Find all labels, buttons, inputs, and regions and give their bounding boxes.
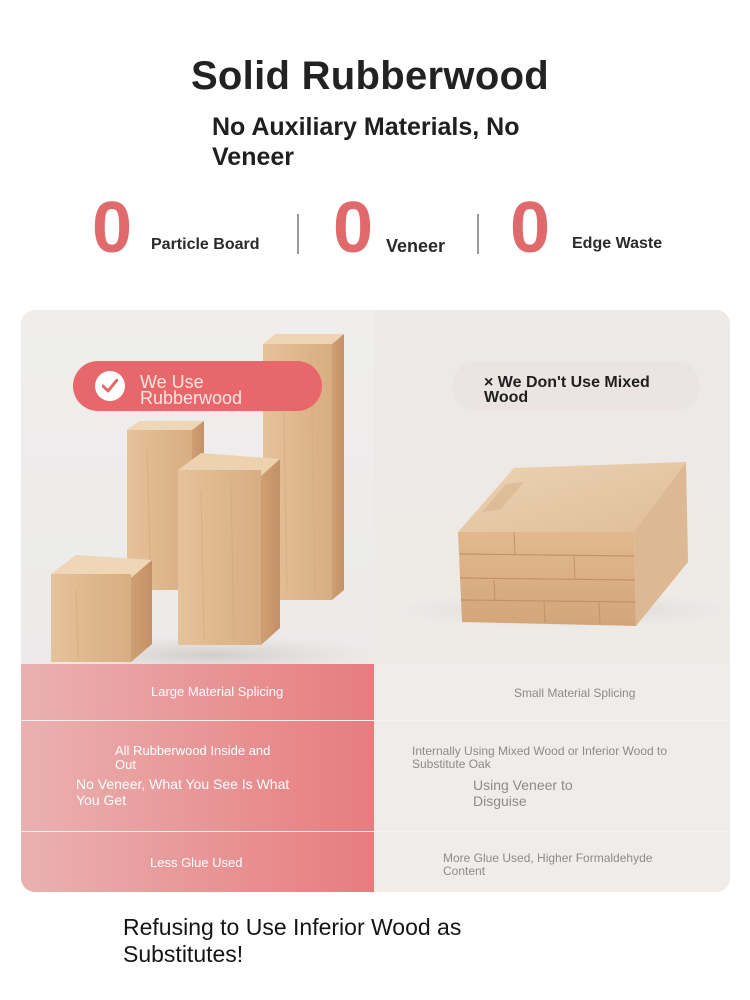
check-icon	[95, 371, 125, 401]
comparison-cell-left	[21, 721, 374, 831]
zero-veneer-value: 0	[333, 188, 374, 268]
right-cell-text: Small Material Splicing	[514, 686, 636, 700]
zero-edge-waste-label: Edge Waste	[572, 235, 663, 252]
left-cell-text: Large Material Splicing	[151, 684, 284, 699]
zero-particle-board-value: 0	[92, 188, 133, 268]
right-cell-text: More Glue Used, Higher Formaldehyde Content	[443, 851, 653, 878]
footer-slogan: Refusing to Use Inferior Wood as Substitutes!	[123, 914, 462, 967]
zero-particle-board-label: Particle Board	[151, 236, 260, 253]
comparison-row	[21, 664, 730, 720]
we-dont-use-mixed-wood-badge	[452, 361, 700, 411]
page-subtitle: No Auxiliary Materials, No Veneer	[212, 113, 520, 171]
right-cell-text: Using Veneer to Disguise	[473, 777, 573, 809]
comparison-cell-left	[21, 664, 374, 720]
right-cell-text: Internally Using Mixed Wood or Inferior Wood to Substitute Oak	[412, 744, 668, 771]
comparison-cell-right	[375, 832, 730, 892]
comparison-cell-right	[375, 721, 730, 831]
comparison-cell-right	[375, 664, 730, 720]
stat-divider	[297, 214, 299, 254]
we-use-rubberwood-label: We Use Rubberwood	[140, 372, 243, 408]
stat-divider	[477, 214, 479, 254]
page-title: Solid Rubberwood	[190, 54, 550, 98]
zero-edge-waste-value: 0	[510, 188, 551, 268]
we-use-rubberwood-badge	[73, 361, 322, 411]
we-dont-use-mixed-wood-label: × We Don't Use Mixed Wood	[484, 374, 650, 406]
comparison-row	[21, 832, 730, 892]
comparison-panel	[21, 310, 730, 892]
zero-veneer-label: Veneer	[386, 236, 446, 256]
left-cell-text: No Veneer, What You See Is What You Get	[76, 776, 290, 808]
comparison-row	[21, 721, 730, 831]
comparison-cell-left	[21, 832, 374, 892]
left-cell-text: All Rubberwood Inside and Out	[115, 743, 271, 772]
left-cell-text: Less Glue Used	[150, 855, 243, 870]
